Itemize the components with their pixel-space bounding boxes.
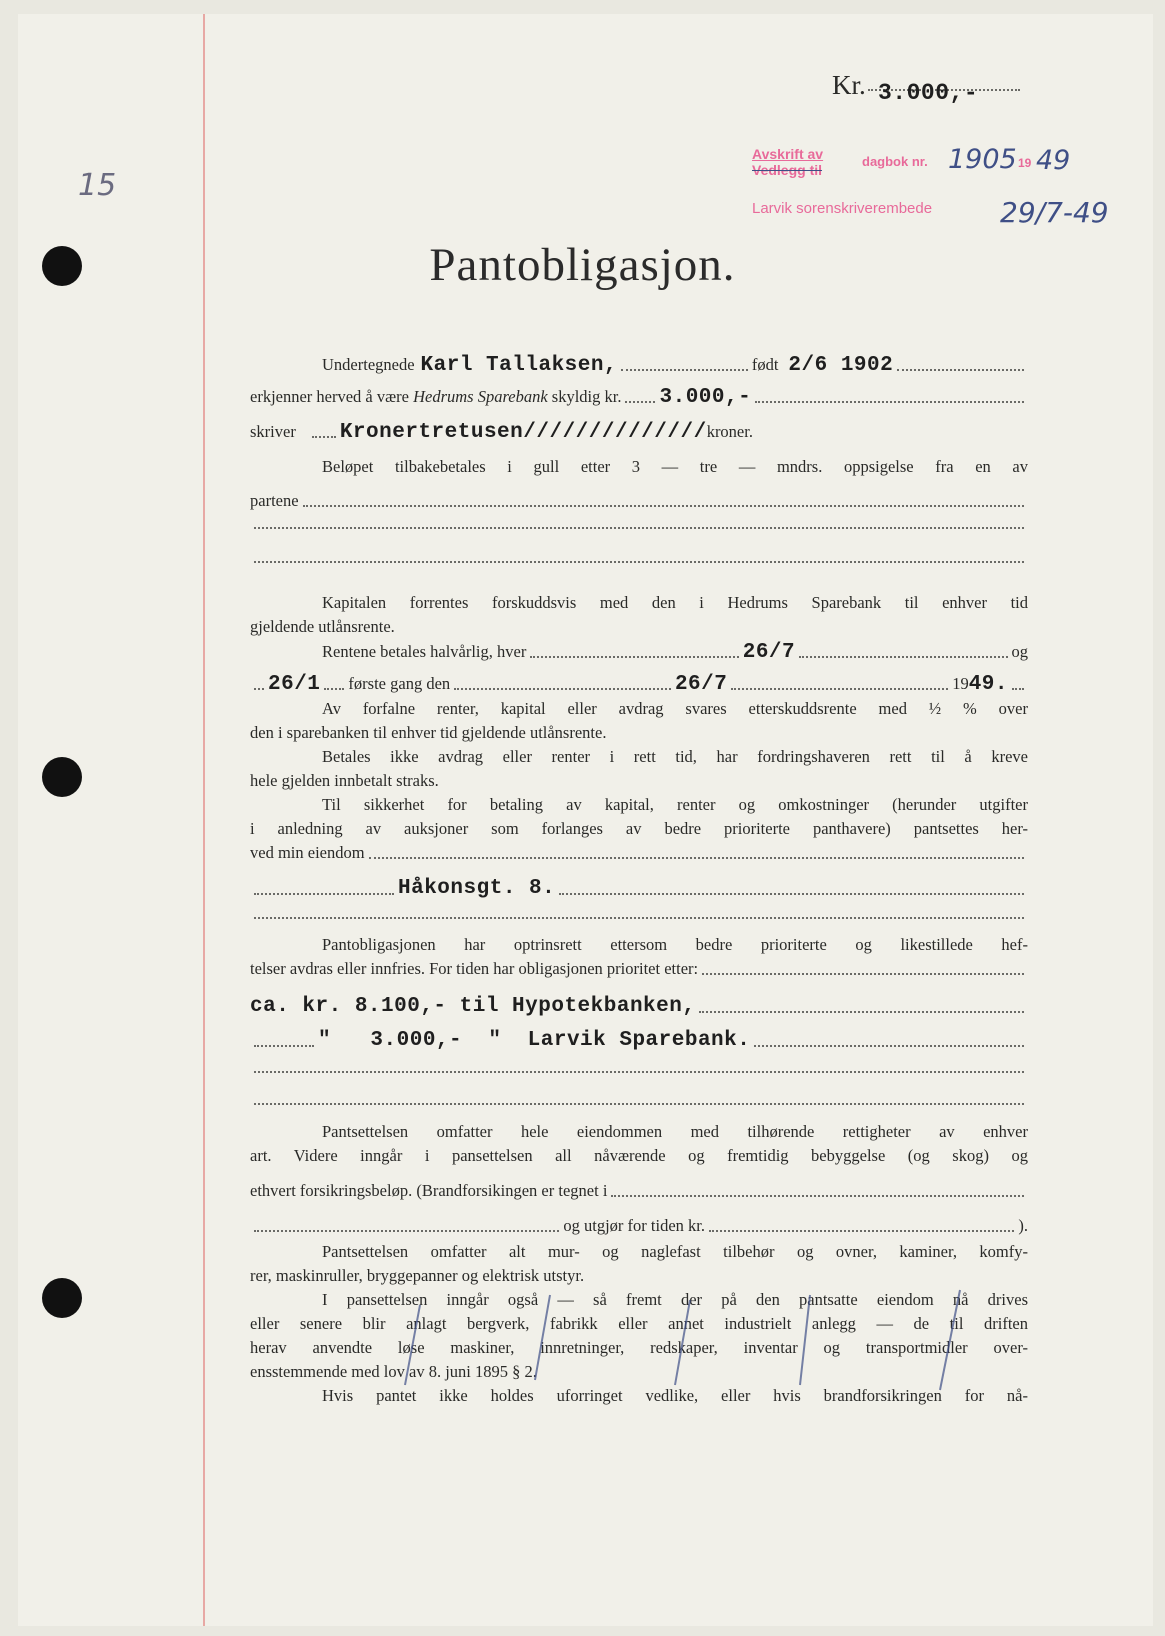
diary-number: 1905 (948, 144, 1017, 175)
text-line: Pantobligasjonen har optrinsrett ettersom bedre prioriterte og likestillede hef- (322, 935, 1028, 954)
text-line: rer, maskinruller, bryggepanner og elektrisk utstyr. (250, 1266, 585, 1285)
amount-in-words: Kronertretusen////////////// (339, 421, 707, 444)
diary-year: 49 (1036, 145, 1071, 176)
text-line: ved min eiendom (250, 843, 365, 862)
line-insurance-value: og utgjør for tiden kr. ). (250, 1215, 1028, 1237)
debt-amount: 3.000,- (659, 386, 752, 409)
pencil-strike-marks (400, 1285, 1040, 1405)
stamp-dagbok: dagbok nr. (862, 154, 928, 169)
page-title: Pantobligasjon. (429, 239, 736, 291)
text-line: gjeldende utlånsrente. (250, 617, 395, 636)
text-line: art. Videre inngår i pansettelsen all nåværende og fremtidig bebyggelse (og skog) og (250, 1146, 1028, 1165)
interest-date-1: 26/7 (742, 641, 796, 664)
line-property (250, 878, 1028, 900)
line-prior-2 (250, 1030, 1028, 1052)
text-line: Beløpet tilbakebetales i gull etter 3 — tre — mndrs. oppsigelse fra en av (322, 457, 1028, 476)
text-line: i anledning av auksjoner som forlanges av bedre prioriterte panthavere) pantsettes her- (250, 819, 1028, 838)
text-line: Kapitalen forrentes forskuddsvis med den i Hedrums Sparebank til enhver tid (322, 593, 1028, 612)
text-line: Betales ikke avdrag eller renter i rett tid, har fordringshaveren rett til å kreve (322, 747, 1028, 766)
blank-line (254, 916, 1024, 919)
text-line: herav anvendte løse maskiner, innretninger, redskaper, inventar og transportmidler over- (250, 1338, 1028, 1357)
amount-header (832, 70, 1022, 106)
kr-label: Kr. (832, 70, 866, 100)
kr-amount: 3.000,- (878, 80, 979, 106)
blank-line (254, 526, 1024, 529)
stamp-office: Larvik sorenskriverembede (752, 200, 933, 217)
line-words: skriver Kronertretusen////////////// kroner. (250, 421, 753, 444)
text-line: Av forfalne renter, kapital eller avdrag svares etterskuddsrente med ½ % over (322, 699, 1028, 718)
blank-line (254, 1070, 1024, 1073)
debtor-birthdate: 2/6 1902 (788, 354, 894, 377)
debtor-name: Karl Tallaksen, (420, 354, 618, 377)
line-partene: partene (250, 490, 1028, 512)
first-payment-date: 26/7 (674, 673, 728, 696)
stamp-line2: Vedlegg til (752, 162, 823, 178)
text-line: Pantsettelsen omfatter hele eiendommen med tilhørende rettigheter av enhver (322, 1122, 1028, 1141)
stamp-line1: Avskrift av (752, 146, 824, 162)
text-line: I pansettelsen inngår også — så fremt der på den pantsatte eiendom nå drives (322, 1290, 1028, 1309)
text-line: telser avdras eller innfries. For tiden har obligasjonen prioritet etter: (250, 959, 699, 978)
text-line: Til sikkerhet for betaling av kapital, renter og omkostninger (herunder utgifter (322, 795, 1028, 814)
text-line: ethvert forsikringsbeløp. (Brandforsikingen er tegnet i (250, 1181, 608, 1200)
interest-date-2: 26/1 (268, 673, 321, 696)
text-line: ensstemmende med lov av 8. juni 1895 § 2. (250, 1362, 537, 1381)
stamp-date: 29/7-49 (1000, 196, 1109, 229)
prior-lien-1: ca. kr. 8.100,- til Hypotekbanken, (250, 995, 696, 1018)
line-bank: erkjenner herved å være Hedrums Sparebank skyldig kr. 3.000,- (250, 386, 1028, 409)
prior-lien-2: " 3.000,- " Larvik Sparebank. (318, 1029, 751, 1052)
line-debtor: Undertegnede Karl Tallaksen, født 2/6 1902 (250, 354, 1028, 377)
blank-line (254, 1102, 1024, 1105)
text-line: eller senere blir anlagt bergverk, fabrikk eller annet industrielt anlegg — de til driften (250, 1314, 1028, 1333)
line-prior-1 (250, 996, 1028, 1018)
blank-line (254, 560, 1024, 563)
stamp-year-prefix: 19 (1018, 156, 1032, 170)
line-interest: Rentene betales halvårlig, hver 26/7 og (322, 641, 1029, 664)
text-line: den i sparebanken til enhver tid gjeldende utlånsrente. (250, 723, 607, 742)
punch-hole (42, 1278, 82, 1318)
margin-mark: 15 (78, 168, 117, 203)
punch-hole (42, 757, 82, 797)
first-payment-year: 49. (968, 673, 1008, 696)
line-first: 26/1 første gang den 26/7 19 49. (250, 673, 1028, 696)
text-line: Hvis pantet ikke holdes uforringet vedlike, eller hvis brandforsikringen for nå- (322, 1386, 1028, 1405)
text-line: hele gjelden innbetalt straks. (250, 771, 439, 790)
text-line: Pantsettelsen omfatter alt mur- og naglefast tilbehør og ovner, kaminer, komfy- (322, 1242, 1028, 1261)
property-address: Håkonsgt. 8. (398, 877, 556, 900)
